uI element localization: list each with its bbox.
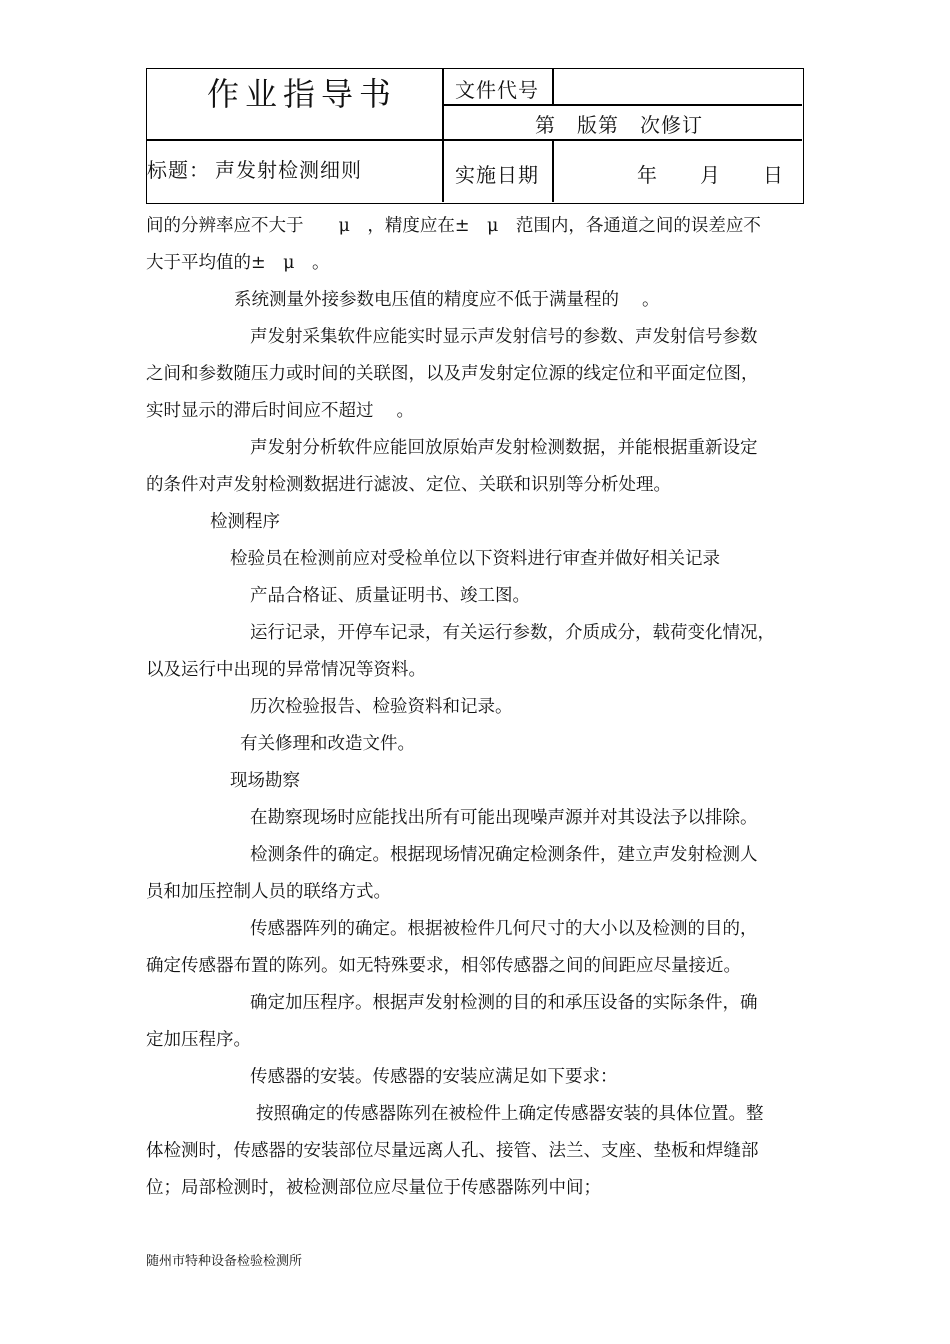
body-line: 确定传感器布置的陈列。如无特殊要求，相邻传感器之间的间距应尽量接近。 [146,956,741,976]
subject-value: 声发射检测细则 [215,158,362,182]
body-line: 位；局部检测时，被检测部位应尽量位于传感器陈列中间； [146,1178,601,1198]
body-line: 的条件对声发射检测数据进行滤波、定位、关联和识别等分析处理。 [146,475,671,495]
body-line: 运行记录，开停车记录，有关运行参数，介质成分，载荷变化情况， [250,623,775,643]
page-footer: 随州市特种设备检验检测所 [146,1254,303,1269]
section-heading: 检测程序 [210,512,280,532]
doc-title: 作业指导书 [207,75,398,113]
body-line: 检验员在检测前应对受检单位以下资料进行审查并做好相关记录 [230,549,720,569]
body-line: 间的分辨率应不大于 μ ，精度应在± μ 范围内，各通道之间的误差应不 [146,216,761,236]
body-line: 检测条件的确定。根据现场情况确定检测条件，建立声发射检测人 [250,845,758,865]
effective-date-value: 年 月 日 [637,163,784,187]
table-divider [552,69,554,105]
body-line: 传感器阵列的确定。根据被检件几何尺寸的大小以及检测的目的， [250,919,758,939]
body-line: 声发射分析软件应能回放原始声发射检测数据，并能根据重新设定 [250,438,758,458]
table-divider [442,104,802,106]
effective-date-label: 实施日期 [455,163,539,187]
body-line: 体检测时，传感器的安装部位尽量远离人孔、接管、法兰、支座、垫板和焊缝部 [146,1141,759,1161]
file-code-label: 文件代号 [455,78,539,102]
body-line: 历次检验报告、检验资料和记录。 [250,697,513,717]
revision-text: 第 版第 次修订 [535,113,703,137]
section-heading: 现场勘察 [230,771,300,791]
subject-label: 标题： [147,158,210,182]
body-line: 大于平均值的± μ 。 [146,253,330,273]
body-line: 以及运行中出现的异常情况等资料。 [146,660,426,680]
body-line: 定加压程序。 [146,1030,251,1050]
body-line: 实时显示的滞后时间应不超过 。 [146,401,415,421]
body-line: 产品合格证、质量证明书、竣工图。 [250,586,530,606]
table-divider [147,139,802,141]
body-line: 在勘察现场时应能找出所有可能出现噪声源并对其设法予以排除。 [250,808,758,828]
table-divider [442,69,444,202]
body-line: 按照确定的传感器陈列在被检件上确定传感器安装的具体位置。整 [256,1104,764,1124]
body-line: 传感器的安装。传感器的安装应满足如下要求： [250,1067,618,1087]
body-line: 之间和参数随压力或时间的关联图，以及声发射定位源的线定位和平面定位图， [146,364,759,384]
body-line: 有关修理和改造文件。 [240,734,415,754]
document-header-table [146,68,804,204]
body-line: 员和加压控制人员的联络方式。 [146,882,391,902]
body-line: 确定加压程序。根据声发射检测的目的和承压设备的实际条件，确 [250,993,758,1013]
table-divider [552,140,554,202]
body-line: 声发射采集软件应能实时显示声发射信号的参数、声发射信号参数 [250,327,758,347]
body-line: 系统测量外接参数电压值的精度应不低于满量程的 。 [234,290,660,310]
